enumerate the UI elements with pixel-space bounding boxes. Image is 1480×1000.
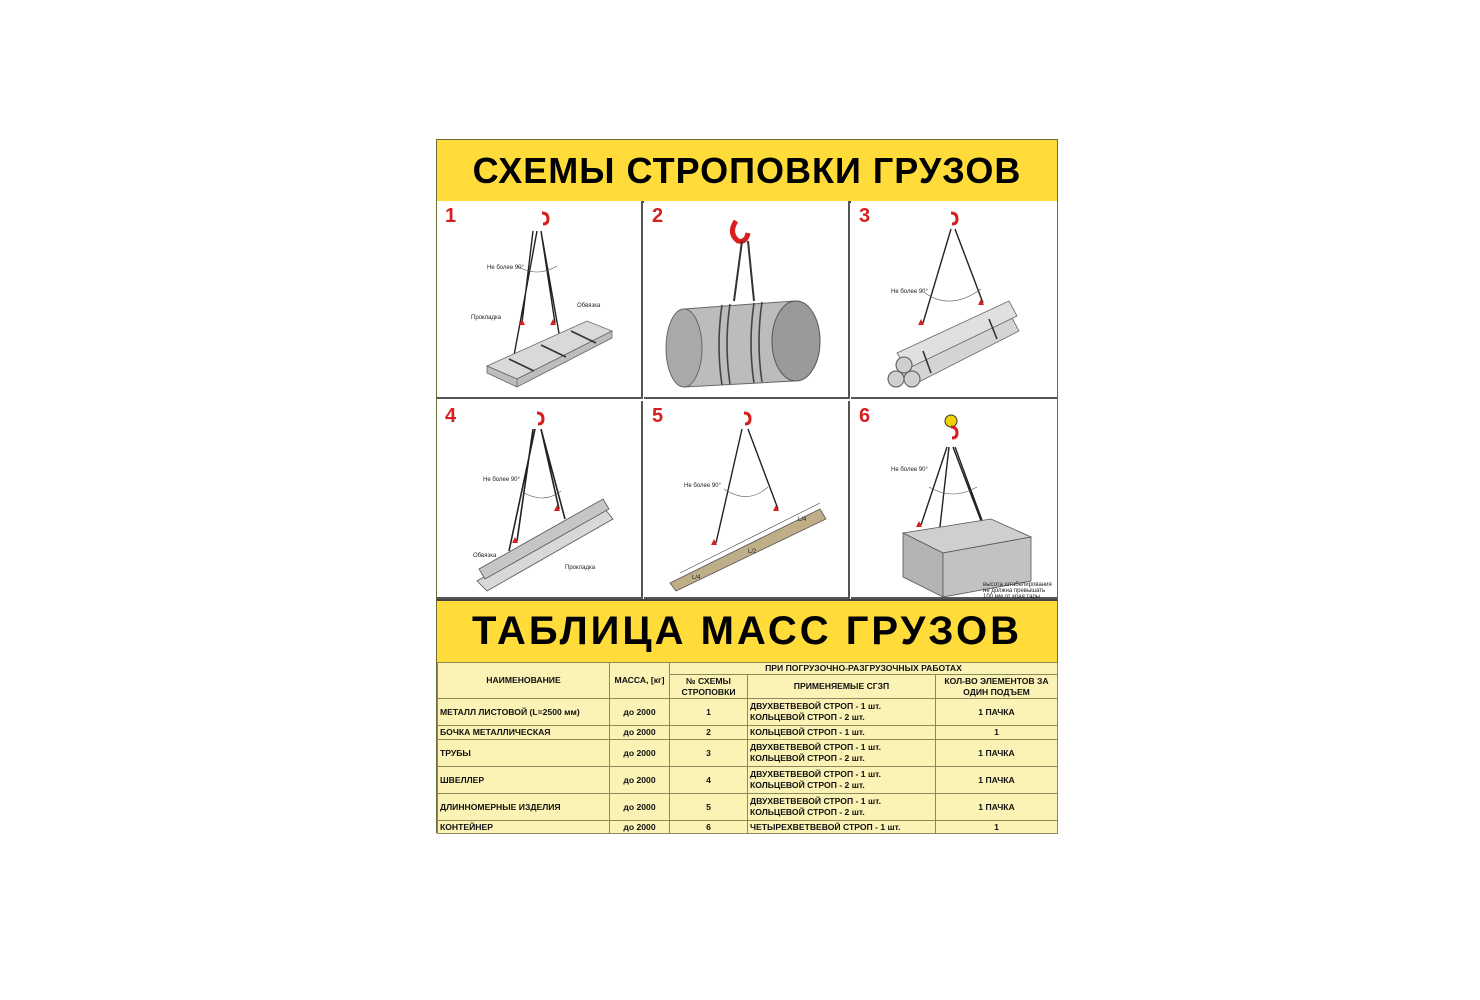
cell-mass: до 2000: [610, 726, 670, 740]
scheme-number: 5: [652, 405, 664, 427]
label-prokladka: Прокладка: [471, 315, 502, 321]
cell-count: 1 ПАЧКА: [936, 794, 1058, 821]
table-title: ТАБЛИЦА МАСС ГРУЗОВ: [437, 599, 1057, 664]
cell-sgzp: [748, 740, 936, 767]
table-row: [438, 740, 1058, 767]
cell-mass: до 2000: [610, 794, 670, 821]
cell-count: 1 ПАЧКА: [936, 740, 1058, 767]
sgzp-line: КОЛЬЦЕВОЙ СТРОП - 1 шт.: [750, 727, 865, 737]
channel-sling-diagram: [437, 401, 643, 599]
cell-scheme: 5: [670, 794, 748, 821]
table-row: [438, 726, 1058, 740]
cell-count: 1: [936, 821, 1058, 834]
scheme-panel-2: [644, 201, 850, 399]
sheet-metal-sling-diagram: [437, 201, 643, 399]
cell-sgzp: [748, 794, 936, 821]
cell-sgzp: [748, 767, 936, 794]
cell-scheme: 6: [670, 821, 748, 834]
schemes-title: СХЕМЫ СТРОПОВКИ ГРУЗОВ: [437, 140, 1057, 203]
scheme-number: 2: [652, 205, 664, 227]
label-l4-right: L/4: [798, 517, 807, 523]
sgzp-line: ЧЕТЫРЕХВЕТВЕВОЙ СТРОП - 1 шт.: [750, 821, 901, 832]
label-obvyazka: Обвязка: [473, 553, 497, 559]
mass-table: [437, 662, 1058, 834]
barrel-sling-diagram: [644, 201, 850, 399]
cell-mass: до 2000: [610, 821, 670, 834]
header-name: НАИМЕНОВАНИЕ: [438, 663, 610, 699]
sgzp-line: КОЛЬЦЕВОЙ СТРОП - 2 шт.: [750, 712, 865, 722]
slinging-poster: [436, 139, 1058, 833]
scheme-number: 4: [445, 405, 457, 427]
scheme-panel-4: [437, 401, 643, 599]
label-obvyazka: Обвязка: [577, 303, 601, 309]
angle-label: Не более 90°: [483, 477, 520, 483]
angle-label: Не более 90°: [487, 265, 524, 271]
scheme-number: 6: [859, 405, 871, 427]
cell-scheme: 3: [670, 740, 748, 767]
sgzp-line: ДВУХВЕТВЕВОЙ СТРОП - 1 шт.: [750, 796, 881, 806]
scheme-number: 1: [445, 205, 457, 227]
cell-name: БОЧКА МЕТАЛЛИЧЕСКАЯ: [438, 726, 610, 740]
sgzp-line: ДВУХВЕТВЕВОЙ СТРОП - 1 шт.: [750, 742, 881, 752]
pipes-sling-diagram: [851, 201, 1057, 399]
label-prokladka: Прокладка: [565, 565, 596, 571]
angle-label: Не более 90°: [684, 483, 721, 489]
table-row: [438, 821, 1058, 834]
sgzp-line: КОЛЬЦЕВОЙ СТРОП - 2 шт.: [750, 780, 865, 790]
cell-sgzp: [748, 821, 936, 834]
header-count: КОЛ-ВО ЭЛЕМЕНТОВ ЗА ОДИН ПОДЪЕМ: [936, 675, 1058, 699]
scheme-panel-6: [851, 401, 1057, 599]
scheme-panel-3: [851, 201, 1057, 399]
label-l2: L/2: [748, 549, 757, 555]
table-row: [438, 699, 1058, 726]
cell-count: 1 ПАЧКА: [936, 699, 1058, 726]
note-line-2: не должна превышать: [983, 588, 1046, 594]
cell-name: ДЛИННОМЕРНЫЕ ИЗДЕЛИЯ: [438, 794, 610, 821]
header-sgzp: ПРИМЕНЯЕМЫЕ СГЗП: [748, 675, 936, 699]
sgzp-line: ДВУХВЕТВЕВОЙ СТРОП - 1 шт.: [750, 701, 881, 711]
header-mass: МАССА, [кг]: [610, 663, 670, 699]
header-scheme: № СХЕМЫ СТРОПОВКИ: [670, 675, 748, 699]
angle-label: Не более 90°: [891, 467, 928, 473]
cell-name: ШВЕЛЛЕР: [438, 767, 610, 794]
cell-name: КОНТЕЙНЕР: [438, 821, 610, 834]
scheme-panel-1: [437, 201, 643, 399]
header-group: ПРИ ПОГРУЗОЧНО-РАЗГРУЗОЧНЫХ РАБОТАХ: [670, 663, 1058, 675]
cell-scheme: 2: [670, 726, 748, 740]
cell-scheme: 1: [670, 699, 748, 726]
cell-sgzp: [748, 699, 936, 726]
table-row: [438, 767, 1058, 794]
cell-count: 1 ПАЧКА: [936, 767, 1058, 794]
cell-sgzp: [748, 726, 936, 740]
cell-scheme: 4: [670, 767, 748, 794]
sgzp-line: ДВУХВЕТВЕВОЙ СТРОП - 1 шт.: [750, 769, 881, 779]
table-row: [438, 794, 1058, 821]
cell-mass: до 2000: [610, 767, 670, 794]
container-sling-diagram: [851, 401, 1057, 599]
cell-count: 1: [936, 726, 1058, 740]
label-l4-left: L/4: [692, 575, 701, 581]
cell-name: ТРУБЫ: [438, 740, 610, 767]
cell-mass: до 2000: [610, 699, 670, 726]
sgzp-line: КОЛЬЦЕВОЙ СТРОП - 2 шт.: [750, 807, 865, 817]
note-line-3: 100 мм от края тары: [983, 594, 1041, 599]
long-items-sling-diagram: [644, 401, 850, 599]
cell-mass: до 2000: [610, 740, 670, 767]
cell-name: МЕТАЛЛ ЛИСТОВОЙ (L=2500 мм): [438, 699, 610, 726]
note-line-1: высота штабелирования: [983, 582, 1052, 588]
scheme-panel-5: [644, 401, 850, 599]
scheme-number: 3: [859, 205, 871, 227]
angle-label: Не более 90°: [891, 289, 928, 295]
sgzp-line: КОЛЬЦЕВОЙ СТРОП - 2 шт.: [750, 753, 865, 763]
